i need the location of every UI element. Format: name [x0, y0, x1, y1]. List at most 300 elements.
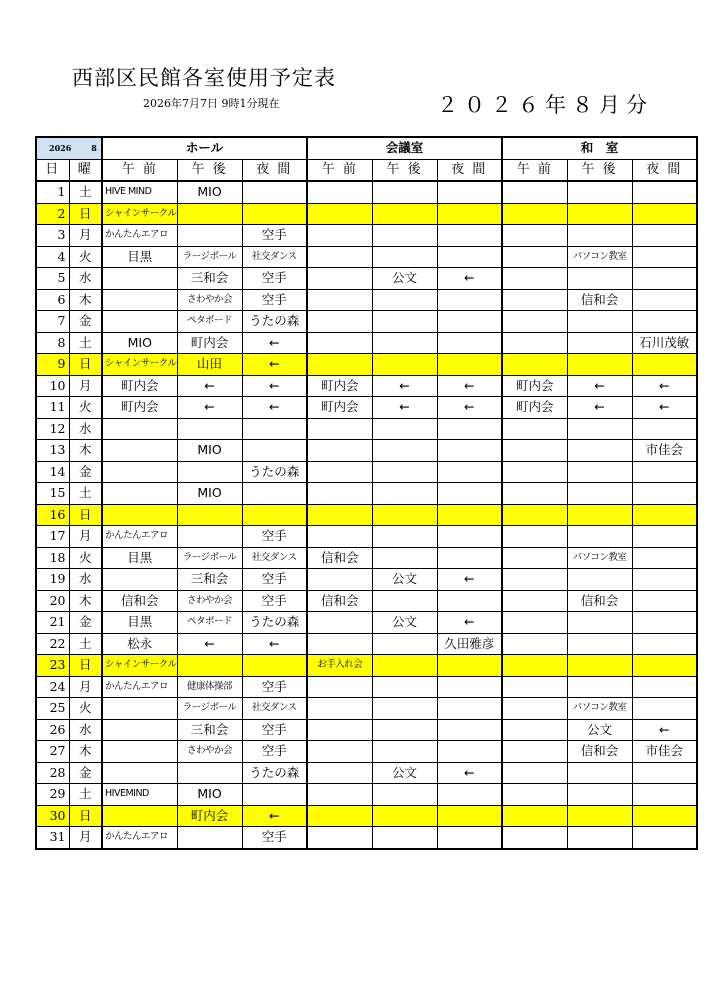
cell-hall-morning: [102, 569, 177, 591]
cell-meeting-night: ←: [437, 268, 502, 290]
cell-hall-afternoon: さわやか会: [177, 289, 242, 311]
weekday: 火: [69, 397, 102, 419]
cell-japanese-afternoon: [567, 418, 632, 440]
cell-meeting-morning: 信和会: [307, 590, 372, 612]
day-number: 12: [36, 418, 69, 440]
cell-hall-night: うたの森: [242, 311, 307, 333]
cell-hall-morning: 松永: [102, 633, 177, 655]
cell-meeting-morning: [307, 633, 372, 655]
cell-meeting-night: [437, 181, 502, 203]
cell-meeting-night: [437, 203, 502, 225]
cell-meeting-night: [437, 741, 502, 763]
table-row: [36, 246, 697, 268]
cell-japanese-morning: [502, 246, 567, 268]
cell-meeting-afternoon: 公文: [372, 762, 437, 784]
cell-hall-morning: [102, 418, 177, 440]
room-meeting: 会議室: [307, 137, 502, 159]
cell-hall-night: 社交ダンス: [242, 246, 307, 268]
table-row: [36, 805, 697, 827]
day-number: 8: [36, 332, 69, 354]
cell-meeting-morning: [307, 504, 372, 526]
cell-meeting-morning: [307, 612, 372, 634]
day-number: 3: [36, 225, 69, 247]
cell-hall-morning: シャインサークル: [102, 203, 177, 225]
weekday: 金: [69, 461, 102, 483]
cell-meeting-afternoon: [372, 827, 437, 849]
cell-japanese-afternoon: [567, 827, 632, 849]
cell-hall-night: 空手: [242, 719, 307, 741]
cell-japanese-night: ←: [632, 397, 697, 419]
cell-hall-morning: [102, 805, 177, 827]
cell-meeting-afternoon: [372, 483, 437, 505]
cell-japanese-morning: [502, 225, 567, 247]
cell-meeting-afternoon: 公文: [372, 569, 437, 591]
col-day: 日: [36, 159, 69, 181]
day-number: 6: [36, 289, 69, 311]
cell-japanese-afternoon: [567, 181, 632, 203]
day-number: 9: [36, 354, 69, 376]
cell-hall-afternoon: ラージボール: [177, 547, 242, 569]
cell-japanese-night: [632, 461, 697, 483]
cell-hall-morning: 目黒: [102, 547, 177, 569]
cell-japanese-morning: [502, 483, 567, 505]
cell-meeting-afternoon: [372, 676, 437, 698]
cell-hall-night: [242, 504, 307, 526]
day-number: 17: [36, 526, 69, 548]
cell-meeting-night: ←: [437, 569, 502, 591]
cell-hall-afternoon: [177, 762, 242, 784]
day-number: 4: [36, 246, 69, 268]
cell-meeting-night: [437, 225, 502, 247]
cell-meeting-afternoon: [372, 311, 437, 333]
column-header-row: [36, 159, 697, 181]
cell-japanese-night: 市佳会: [632, 741, 697, 763]
cell-japanese-night: [632, 547, 697, 569]
month-value: 8: [91, 143, 97, 154]
cell-meeting-afternoon: [372, 805, 437, 827]
cell-meeting-morning: [307, 268, 372, 290]
cell-hall-morning: かんたんエアロ: [102, 676, 177, 698]
cell-meeting-night: [437, 440, 502, 462]
cell-meeting-morning: [307, 181, 372, 203]
table-row: [36, 633, 697, 655]
cell-japanese-night: [632, 590, 697, 612]
cell-meeting-afternoon: [372, 332, 437, 354]
cell-japanese-morning: [502, 612, 567, 634]
cell-hall-night: 空手: [242, 225, 307, 247]
cell-hall-afternoon: 健康体操部: [177, 676, 242, 698]
cell-japanese-night: [632, 418, 697, 440]
cell-hall-night: 空手: [242, 289, 307, 311]
cell-hall-morning: シャインサークル: [102, 354, 177, 376]
cell-meeting-morning: [307, 354, 372, 376]
table-row: [36, 762, 697, 784]
day-number: 20: [36, 590, 69, 612]
cell-hall-afternoon: ←: [177, 397, 242, 419]
day-number: 23: [36, 655, 69, 677]
day-number: 7: [36, 311, 69, 333]
cell-japanese-afternoon: [567, 676, 632, 698]
day-number: 26: [36, 719, 69, 741]
cell-japanese-night: [632, 827, 697, 849]
cell-meeting-morning: [307, 483, 372, 505]
cell-hall-afternoon: ペタボード: [177, 311, 242, 333]
cell-meeting-afternoon: [372, 590, 437, 612]
day-number: 19: [36, 569, 69, 591]
schedule-table: [35, 136, 698, 850]
cell-meeting-afternoon: [372, 504, 437, 526]
cell-meeting-afternoon: ←: [372, 375, 437, 397]
cell-hall-afternoon: ラージボール: [177, 698, 242, 720]
cell-hall-night: 空手: [242, 676, 307, 698]
weekday: 土: [69, 633, 102, 655]
cell-meeting-afternoon: [372, 418, 437, 440]
cell-japanese-morning: [502, 354, 567, 376]
table-row: [36, 827, 697, 849]
cell-hall-afternoon: 山田: [177, 354, 242, 376]
cell-meeting-afternoon: [372, 741, 437, 763]
col-japanese-afternoon: 午 後: [567, 159, 632, 181]
weekday: 水: [69, 569, 102, 591]
cell-meeting-afternoon: [372, 526, 437, 548]
cell-japanese-night: [632, 246, 697, 268]
weekday: 日: [69, 655, 102, 677]
cell-japanese-night: [632, 268, 697, 290]
cell-meeting-afternoon: [372, 719, 437, 741]
page-title: 西部区民館各室使用予定表: [72, 66, 336, 90]
cell-meeting-morning: [307, 461, 372, 483]
weekday: 日: [69, 203, 102, 225]
cell-japanese-night: [632, 483, 697, 505]
cell-japanese-morning: [502, 289, 567, 311]
cell-japanese-morning: [502, 762, 567, 784]
cell-hall-morning: [102, 698, 177, 720]
year-month-cell: [36, 137, 102, 159]
cell-hall-morning: 町内会: [102, 375, 177, 397]
weekday: 土: [69, 784, 102, 806]
cell-japanese-night: [632, 203, 697, 225]
cell-meeting-afternoon: [372, 547, 437, 569]
cell-meeting-morning: [307, 418, 372, 440]
cell-japanese-night: [632, 698, 697, 720]
table-row: [36, 784, 697, 806]
table-row: [36, 181, 697, 203]
cell-hall-afternoon: [177, 655, 242, 677]
cell-japanese-morning: [502, 569, 567, 591]
cell-meeting-afternoon: [372, 246, 437, 268]
weekday: 水: [69, 719, 102, 741]
cell-hall-afternoon: [177, 461, 242, 483]
cell-japanese-morning: [502, 547, 567, 569]
cell-japanese-morning: 町内会: [502, 375, 567, 397]
weekday: 土: [69, 483, 102, 505]
cell-japanese-morning: [502, 719, 567, 741]
day-number: 22: [36, 633, 69, 655]
weekday: 土: [69, 332, 102, 354]
cell-meeting-night: [437, 719, 502, 741]
cell-hall-afternoon: ペタボード: [177, 612, 242, 634]
cell-hall-afternoon: [177, 827, 242, 849]
cell-meeting-night: [437, 590, 502, 612]
col-meeting-afternoon: 午 後: [372, 159, 437, 181]
cell-japanese-morning: [502, 526, 567, 548]
cell-japanese-night: [632, 504, 697, 526]
table-row: [36, 354, 697, 376]
cell-japanese-night: [632, 655, 697, 677]
cell-hall-afternoon: MIO: [177, 784, 242, 806]
as-of-timestamp: 2026年7月7日 9時1分現在: [143, 97, 280, 110]
cell-hall-afternoon: さわやか会: [177, 741, 242, 763]
cell-japanese-afternoon: [567, 805, 632, 827]
cell-meeting-night: [437, 676, 502, 698]
cell-japanese-night: [632, 289, 697, 311]
cell-japanese-morning: [502, 633, 567, 655]
table-row: [36, 203, 697, 225]
cell-hall-morning: [102, 483, 177, 505]
day-number: 27: [36, 741, 69, 763]
weekday: 月: [69, 225, 102, 247]
weekday: 木: [69, 440, 102, 462]
cell-meeting-night: [437, 354, 502, 376]
table-row: [36, 225, 697, 247]
cell-japanese-afternoon: パソコン教室: [567, 698, 632, 720]
cell-hall-morning: [102, 268, 177, 290]
day-number: 2: [36, 203, 69, 225]
cell-hall-night: うたの森: [242, 762, 307, 784]
day-number: 11: [36, 397, 69, 419]
cell-japanese-morning: 町内会: [502, 397, 567, 419]
cell-meeting-night: [437, 526, 502, 548]
day-number: 18: [36, 547, 69, 569]
cell-hall-night: [242, 181, 307, 203]
day-number: 29: [36, 784, 69, 806]
cell-meeting-afternoon: 公文: [372, 612, 437, 634]
cell-meeting-morning: [307, 311, 372, 333]
cell-hall-afternoon: 町内会: [177, 332, 242, 354]
weekday: 月: [69, 375, 102, 397]
table-row: [36, 590, 697, 612]
cell-meeting-morning: 町内会: [307, 397, 372, 419]
cell-japanese-afternoon: 信和会: [567, 289, 632, 311]
cell-hall-morning: かんたんエアロ: [102, 225, 177, 247]
weekday: 火: [69, 547, 102, 569]
cell-meeting-night: [437, 311, 502, 333]
cell-hall-afternoon: ラージボール: [177, 246, 242, 268]
cell-hall-night: ←: [242, 375, 307, 397]
cell-japanese-afternoon: [567, 203, 632, 225]
cell-hall-morning: [102, 311, 177, 333]
cell-japanese-night: ←: [632, 375, 697, 397]
cell-meeting-night: ←: [437, 397, 502, 419]
cell-japanese-morning: [502, 418, 567, 440]
col-hall-morning: 午 前: [102, 159, 177, 181]
cell-japanese-afternoon: [567, 526, 632, 548]
weekday: 日: [69, 504, 102, 526]
cell-hall-morning: [102, 461, 177, 483]
cell-hall-night: 空手: [242, 590, 307, 612]
cell-meeting-night: [437, 504, 502, 526]
cell-japanese-night: [632, 805, 697, 827]
cell-meeting-morning: [307, 203, 372, 225]
day-number: 25: [36, 698, 69, 720]
cell-meeting-morning: [307, 741, 372, 763]
cell-meeting-morning: [307, 289, 372, 311]
day-number: 16: [36, 504, 69, 526]
room-header-row: [36, 137, 697, 159]
table-row: [36, 311, 697, 333]
cell-japanese-morning: [502, 203, 567, 225]
cell-hall-night: 空手: [242, 569, 307, 591]
cell-japanese-morning: [502, 268, 567, 290]
cell-meeting-afternoon: [372, 698, 437, 720]
cell-meeting-night: [437, 827, 502, 849]
cell-japanese-afternoon: [567, 225, 632, 247]
col-meeting-night: 夜 間: [437, 159, 502, 181]
cell-japanese-afternoon: [567, 784, 632, 806]
cell-japanese-afternoon: [567, 762, 632, 784]
cell-japanese-afternoon: [567, 504, 632, 526]
cell-hall-afternoon: [177, 526, 242, 548]
cell-hall-night: ←: [242, 332, 307, 354]
cell-hall-night: [242, 418, 307, 440]
cell-meeting-afternoon: [372, 461, 437, 483]
day-number: 1: [36, 181, 69, 203]
cell-meeting-morning: 町内会: [307, 375, 372, 397]
table-row: [36, 569, 697, 591]
cell-meeting-night: [437, 784, 502, 806]
cell-japanese-afternoon: [567, 311, 632, 333]
cell-japanese-night: [632, 311, 697, 333]
cell-hall-night: 社交ダンス: [242, 698, 307, 720]
cell-hall-night: 空手: [242, 827, 307, 849]
cell-japanese-night: [632, 569, 697, 591]
cell-meeting-morning: [307, 784, 372, 806]
table-row: [36, 526, 697, 548]
cell-meeting-morning: [307, 440, 372, 462]
col-hall-night: 夜 間: [242, 159, 307, 181]
cell-hall-morning: 目黒: [102, 612, 177, 634]
cell-meeting-afternoon: [372, 289, 437, 311]
table-row: [36, 698, 697, 720]
cell-japanese-morning: [502, 590, 567, 612]
day-number: 31: [36, 827, 69, 849]
cell-hall-morning: [102, 504, 177, 526]
cell-japanese-afternoon: 信和会: [567, 590, 632, 612]
cell-hall-night: 空手: [242, 741, 307, 763]
cell-meeting-afternoon: [372, 225, 437, 247]
cell-meeting-morning: [307, 332, 372, 354]
table-row: [36, 676, 697, 698]
col-meeting-morning: 午 前: [307, 159, 372, 181]
weekday: 金: [69, 762, 102, 784]
cell-japanese-afternoon: [567, 268, 632, 290]
cell-japanese-afternoon: [567, 655, 632, 677]
cell-hall-night: [242, 440, 307, 462]
table-row: [36, 612, 697, 634]
cell-japanese-morning: [502, 440, 567, 462]
table-row: [36, 483, 697, 505]
cell-meeting-afternoon: [372, 784, 437, 806]
cell-meeting-afternoon: ←: [372, 397, 437, 419]
cell-hall-night: ←: [242, 805, 307, 827]
cell-meeting-afternoon: [372, 633, 437, 655]
cell-japanese-morning: [502, 504, 567, 526]
cell-japanese-night: [632, 633, 697, 655]
cell-japanese-afternoon: [567, 633, 632, 655]
cell-meeting-morning: [307, 719, 372, 741]
cell-hall-morning: [102, 289, 177, 311]
weekday: 金: [69, 311, 102, 333]
cell-meeting-morning: [307, 762, 372, 784]
cell-hall-morning: HIVEMIND: [102, 784, 177, 806]
col-japanese-morning: 午 前: [502, 159, 567, 181]
room-japanese: 和 室: [502, 137, 697, 159]
weekday: 木: [69, 590, 102, 612]
day-number: 13: [36, 440, 69, 462]
day-number: 21: [36, 612, 69, 634]
room-hall: ホール: [102, 137, 307, 159]
cell-hall-night: 空手: [242, 526, 307, 548]
cell-hall-morning: 信和会: [102, 590, 177, 612]
cell-hall-afternoon: 三和会: [177, 719, 242, 741]
cell-hall-afternoon: 三和会: [177, 569, 242, 591]
cell-meeting-morning: [307, 827, 372, 849]
weekday: 水: [69, 268, 102, 290]
cell-japanese-night: [632, 612, 697, 634]
cell-meeting-night: [437, 332, 502, 354]
cell-japanese-night: [632, 225, 697, 247]
cell-meeting-morning: 信和会: [307, 547, 372, 569]
cell-hall-night: ←: [242, 633, 307, 655]
table-row: [36, 332, 697, 354]
cell-japanese-afternoon: ←: [567, 375, 632, 397]
cell-japanese-morning: [502, 655, 567, 677]
cell-meeting-morning: [307, 569, 372, 591]
weekday: 日: [69, 805, 102, 827]
cell-hall-morning: シャインサークル: [102, 655, 177, 677]
cell-japanese-night: 市佳会: [632, 440, 697, 462]
cell-japanese-afternoon: 公文: [567, 719, 632, 741]
table-row: [36, 461, 697, 483]
cell-japanese-morning: [502, 181, 567, 203]
cell-hall-afternoon: ←: [177, 633, 242, 655]
cell-hall-afternoon: 三和会: [177, 268, 242, 290]
cell-meeting-night: [437, 461, 502, 483]
cell-meeting-morning: [307, 676, 372, 698]
cell-hall-morning: かんたんエアロ: [102, 827, 177, 849]
cell-meeting-night: [437, 418, 502, 440]
cell-meeting-afternoon: [372, 181, 437, 203]
day-number: 10: [36, 375, 69, 397]
cell-hall-night: 空手: [242, 268, 307, 290]
cell-hall-morning: [102, 741, 177, 763]
cell-japanese-night: [632, 676, 697, 698]
cell-hall-afternoon: ←: [177, 375, 242, 397]
table-row: [36, 375, 697, 397]
cell-hall-night: うたの森: [242, 461, 307, 483]
cell-meeting-night: [437, 655, 502, 677]
cell-japanese-morning: [502, 827, 567, 849]
cell-meeting-afternoon: 公文: [372, 268, 437, 290]
year-value: 2026: [49, 143, 72, 154]
cell-hall-afternoon: [177, 225, 242, 247]
cell-japanese-morning: [502, 676, 567, 698]
cell-hall-night: 社交ダンス: [242, 547, 307, 569]
table-row: [36, 504, 697, 526]
cell-hall-afternoon: [177, 418, 242, 440]
cell-meeting-night: 久田雅彦: [437, 633, 502, 655]
cell-hall-night: [242, 483, 307, 505]
